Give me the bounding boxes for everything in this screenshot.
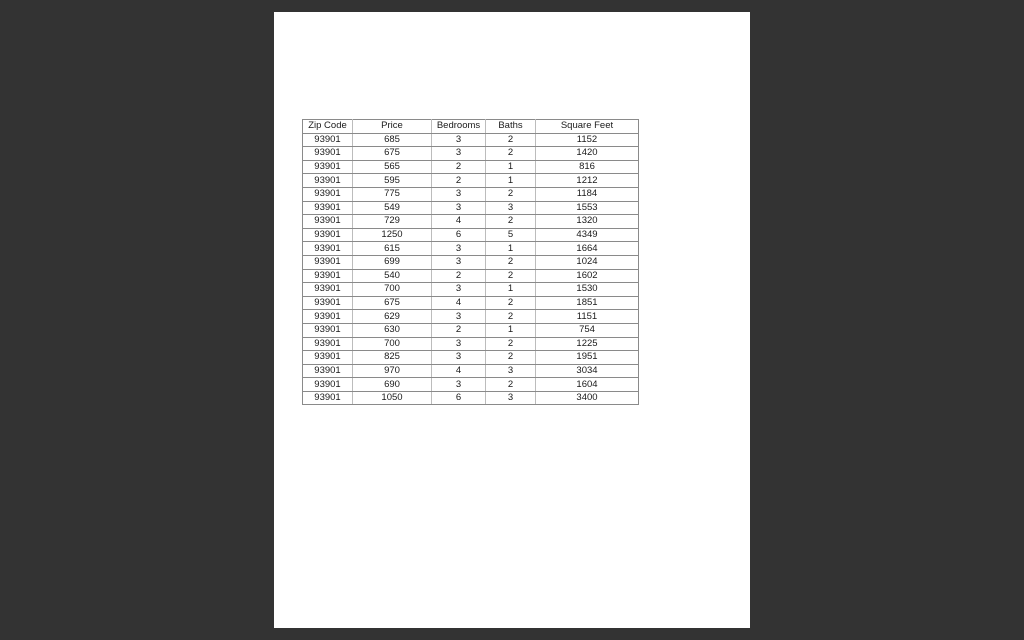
cell-baths: 3	[486, 391, 536, 405]
table-row	[303, 364, 639, 378]
table-row	[303, 310, 639, 324]
cell-bedrooms: 4	[432, 296, 486, 310]
table-row	[303, 351, 639, 365]
cell-bedrooms: 3	[432, 283, 486, 297]
cell-price: 595	[353, 174, 432, 188]
cell-price: 700	[353, 283, 432, 297]
cell-baths: 2	[486, 269, 536, 283]
table-row	[303, 160, 639, 174]
cell-baths: 2	[486, 337, 536, 351]
cell-price: 540	[353, 269, 432, 283]
table-row	[303, 187, 639, 201]
cell-bedrooms: 3	[432, 310, 486, 324]
cell-bedrooms: 3	[432, 147, 486, 161]
table-row	[303, 255, 639, 269]
cell-zip-code: 93901	[303, 133, 353, 147]
table-row	[303, 283, 639, 297]
cell-baths: 1	[486, 160, 536, 174]
cell-bedrooms: 2	[432, 160, 486, 174]
cell-square-feet: 1604	[536, 378, 639, 392]
cell-bedrooms: 2	[432, 323, 486, 337]
cell-zip-code: 93901	[303, 242, 353, 256]
cell-square-feet: 1530	[536, 283, 639, 297]
housing-data-table	[302, 119, 639, 405]
cell-bedrooms: 2	[432, 269, 486, 283]
cell-zip-code: 93901	[303, 378, 353, 392]
cell-zip-code: 93901	[303, 337, 353, 351]
cell-square-feet: 1553	[536, 201, 639, 215]
cell-price: 629	[353, 310, 432, 324]
cell-zip-code: 93901	[303, 160, 353, 174]
cell-square-feet: 1951	[536, 351, 639, 365]
cell-baths: 2	[486, 296, 536, 310]
cell-zip-code: 93901	[303, 351, 353, 365]
header-zip-code: Zip Code	[303, 120, 353, 134]
cell-price: 699	[353, 255, 432, 269]
cell-price: 729	[353, 215, 432, 229]
cell-zip-code: 93901	[303, 201, 353, 215]
cell-square-feet: 1225	[536, 337, 639, 351]
cell-zip-code: 93901	[303, 174, 353, 188]
table-body	[303, 133, 639, 405]
cell-square-feet: 1320	[536, 215, 639, 229]
cell-square-feet: 1184	[536, 187, 639, 201]
cell-baths: 2	[486, 147, 536, 161]
cell-baths: 2	[486, 310, 536, 324]
table-row	[303, 228, 639, 242]
cell-zip-code: 93901	[303, 310, 353, 324]
table-row	[303, 378, 639, 392]
cell-baths: 1	[486, 174, 536, 188]
cell-baths: 2	[486, 215, 536, 229]
cell-square-feet: 4349	[536, 228, 639, 242]
cell-price: 825	[353, 351, 432, 365]
cell-price: 565	[353, 160, 432, 174]
cell-price: 1050	[353, 391, 432, 405]
cell-price: 700	[353, 337, 432, 351]
cell-square-feet: 1420	[536, 147, 639, 161]
cell-bedrooms: 3	[432, 351, 486, 365]
cell-square-feet: 754	[536, 323, 639, 337]
cell-zip-code: 93901	[303, 228, 353, 242]
cell-baths: 5	[486, 228, 536, 242]
cell-baths: 1	[486, 242, 536, 256]
header-square-feet: Square Feet	[536, 120, 639, 134]
cell-baths: 3	[486, 201, 536, 215]
header-baths: Baths	[486, 120, 536, 134]
cell-bedrooms: 3	[432, 337, 486, 351]
cell-square-feet: 3034	[536, 364, 639, 378]
cell-baths: 1	[486, 323, 536, 337]
cell-price: 775	[353, 187, 432, 201]
table-row	[303, 147, 639, 161]
cell-price: 630	[353, 323, 432, 337]
cell-zip-code: 93901	[303, 269, 353, 283]
cell-square-feet: 1664	[536, 242, 639, 256]
table-row	[303, 269, 639, 283]
cell-zip-code: 93901	[303, 147, 353, 161]
cell-zip-code: 93901	[303, 215, 353, 229]
cell-square-feet: 1024	[536, 255, 639, 269]
cell-baths: 2	[486, 255, 536, 269]
cell-zip-code: 93901	[303, 391, 353, 405]
table-row	[303, 174, 639, 188]
cell-zip-code: 93901	[303, 255, 353, 269]
header-price: Price	[353, 120, 432, 134]
table-row	[303, 337, 639, 351]
cell-price: 690	[353, 378, 432, 392]
cell-bedrooms: 3	[432, 242, 486, 256]
document-page	[274, 12, 750, 628]
cell-bedrooms: 4	[432, 364, 486, 378]
table-row	[303, 242, 639, 256]
cell-baths: 2	[486, 378, 536, 392]
cell-bedrooms: 4	[432, 215, 486, 229]
cell-price: 970	[353, 364, 432, 378]
cell-price: 1250	[353, 228, 432, 242]
cell-baths: 3	[486, 364, 536, 378]
cell-square-feet: 1151	[536, 310, 639, 324]
cell-square-feet: 1152	[536, 133, 639, 147]
table-row	[303, 215, 639, 229]
cell-bedrooms: 3	[432, 201, 486, 215]
cell-zip-code: 93901	[303, 283, 353, 297]
table-row	[303, 296, 639, 310]
cell-price: 675	[353, 296, 432, 310]
table-header-row	[303, 120, 639, 134]
table-row	[303, 391, 639, 405]
cell-baths: 1	[486, 283, 536, 297]
cell-bedrooms: 3	[432, 187, 486, 201]
cell-square-feet: 816	[536, 160, 639, 174]
cell-zip-code: 93901	[303, 296, 353, 310]
table-row	[303, 201, 639, 215]
cell-price: 685	[353, 133, 432, 147]
cell-bedrooms: 3	[432, 133, 486, 147]
cell-square-feet: 1851	[536, 296, 639, 310]
cell-bedrooms: 6	[432, 391, 486, 405]
cell-price: 549	[353, 201, 432, 215]
cell-bedrooms: 2	[432, 174, 486, 188]
cell-baths: 2	[486, 187, 536, 201]
cell-price: 615	[353, 242, 432, 256]
cell-bedrooms: 3	[432, 255, 486, 269]
cell-square-feet: 3400	[536, 391, 639, 405]
cell-bedrooms: 6	[432, 228, 486, 242]
cell-zip-code: 93901	[303, 323, 353, 337]
cell-baths: 2	[486, 133, 536, 147]
cell-baths: 2	[486, 351, 536, 365]
table-row	[303, 133, 639, 147]
table-row	[303, 323, 639, 337]
cell-zip-code: 93901	[303, 364, 353, 378]
cell-bedrooms: 3	[432, 378, 486, 392]
cell-price: 675	[353, 147, 432, 161]
cell-zip-code: 93901	[303, 187, 353, 201]
header-bedrooms: Bedrooms	[432, 120, 486, 134]
cell-square-feet: 1212	[536, 174, 639, 188]
cell-square-feet: 1602	[536, 269, 639, 283]
